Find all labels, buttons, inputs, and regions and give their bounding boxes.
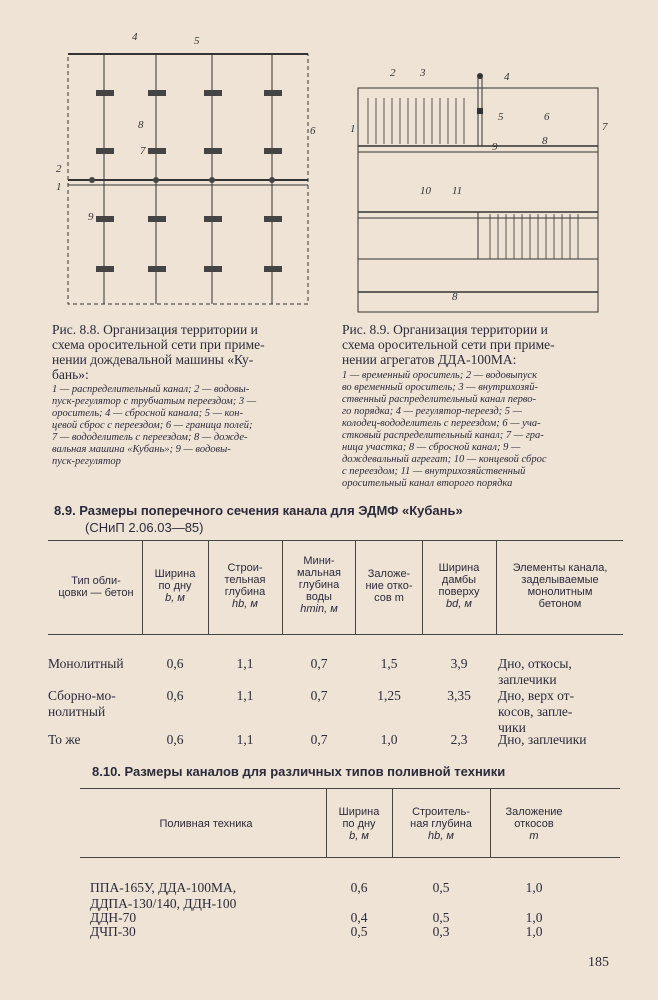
cell-line: чики (498, 720, 526, 735)
cell-type (48, 688, 116, 720)
fig89-label-9: 9 (492, 141, 498, 153)
cell-elements (498, 688, 624, 736)
fig88-legend-line: вальная машина «Кубань»; 9 — водовы- (52, 444, 231, 455)
table89-title: 8.9. Размеры поперечного сечения канала для ЭДМФ «Кубань» (54, 503, 463, 518)
fig88-caption-line: Рис. 8.8. Организация территории и (52, 322, 258, 337)
header-line: hb, м (428, 830, 454, 842)
cell-m: 1,0 (525, 924, 543, 939)
fig89-label-1: 1 (350, 123, 356, 135)
cell-tech: ДЧП-30 (90, 924, 136, 939)
table89-header-m (357, 568, 421, 604)
fig89-label-8: 8 (542, 135, 548, 147)
table89-col-divider (142, 540, 143, 634)
fig88-caption-line: бань»: (52, 367, 89, 382)
header-line: Тип обли- (71, 575, 121, 587)
table89-col-divider (282, 540, 283, 634)
header-line: заделываемые (521, 574, 599, 586)
cell-bd: 2,3 (450, 732, 468, 747)
table810-col-divider (490, 788, 491, 857)
fig89-label-8b: 8 (452, 291, 458, 303)
header-line: Мини- (303, 555, 335, 567)
fig89-label-5: 5 (498, 111, 504, 123)
fig89-label-3: 3 (420, 67, 426, 79)
cell-hb: 1,1 (236, 732, 254, 747)
header-line: цовки — бетон (58, 587, 134, 599)
fig89-legend (342, 370, 627, 490)
figure-8-8 (52, 30, 316, 315)
table89-header-hb (210, 562, 280, 610)
cell-hb: 1,1 (236, 656, 254, 671)
figure-8-9 (348, 64, 616, 319)
cell-hmin: 0,7 (310, 732, 328, 747)
cell-hmin: 0,7 (310, 656, 328, 671)
table89-top-rule (48, 540, 623, 541)
fig89-caption-line: Рис. 8.9. Организация территории и (342, 322, 548, 337)
fig89-legend-line: колодец-вододелитель с переездом; 6 — уча- (342, 418, 541, 429)
table810-header-b (328, 806, 390, 842)
cell-b: 0,5 (350, 924, 368, 939)
fig88-legend-line: 7 — вододелитель с переездом; 8 — дожде- (52, 432, 248, 443)
table810-top-rule (80, 788, 620, 789)
table89-col-divider (422, 540, 423, 634)
fig89-legend-line: стковый распределительный канал; 7 — гра- (342, 430, 544, 441)
header-line: тельная (224, 574, 266, 586)
table810-header-rule (80, 857, 620, 858)
header-line: откосов (514, 818, 554, 830)
table89-header-type (52, 575, 140, 599)
fig88-legend (52, 384, 322, 468)
fig89-legend-line: ница участка; 8 — сбросной канал; 9 — (342, 442, 521, 453)
fig89-caption-line: схема оросительной сети при приме- (342, 337, 555, 352)
cell-b: 0,6 (350, 880, 368, 895)
fig88-caption-line: нении дождевальной машины «Ку- (52, 352, 254, 367)
fig88-label-5: 5 (194, 35, 200, 47)
fig89-legend-line: ственный распределительный канал перво- (342, 394, 537, 405)
header-line: монолитным (527, 586, 593, 598)
header-line: b, м (349, 830, 369, 842)
fig89-legend-line: оросительный канал второго порядка (342, 478, 513, 489)
cell-b: 0,6 (166, 688, 184, 703)
header-line: bd, м (446, 598, 472, 610)
cell-line: заплечики (498, 672, 557, 687)
cell-line: Дно, верх от- (498, 688, 575, 703)
header-line: бетоном (538, 598, 582, 610)
figure-8-9-diagram (348, 64, 616, 319)
table89-subtitle: (СНиП 2.06.03—85) (85, 520, 204, 535)
fig88-caption (52, 322, 322, 382)
figure-8-8-diagram (52, 30, 316, 315)
header-line: дамбы (441, 574, 477, 586)
cell-m: 1,0 (525, 880, 543, 895)
header-line: Строи- (227, 562, 263, 574)
cell-line: ДДПА-130/140, ДДН-100 (90, 896, 237, 911)
fig88-label-2: 2 (56, 163, 62, 175)
fig89-label-11: 11 (452, 185, 463, 197)
cell-m: 1,25 (377, 688, 401, 703)
header-line: сов m (374, 592, 404, 604)
cell-bd: 3,35 (447, 688, 471, 703)
fig88-legend-line: пуск-регулятор с трубчатым переездом; 3 — (52, 396, 257, 407)
header-line: Ширина (438, 562, 480, 574)
table810-header-hb (394, 806, 488, 842)
header-line: Элементы канала, (512, 562, 608, 574)
cell-m: 1,5 (380, 656, 398, 671)
table89-col-divider (355, 540, 356, 634)
fig88-legend-line: пуск-регулятор (52, 456, 121, 467)
fig89-label-10: 10 (420, 185, 431, 197)
cell-line: Дно, откосы, (498, 656, 572, 671)
cell-m: 1,0 (380, 732, 398, 747)
fig89-legend-line: во временный ороситель; 3 — внутрихозяй- (342, 382, 538, 393)
table89-header-hmin (284, 555, 354, 615)
header-line: глубина (224, 586, 266, 598)
header-line: ние отко- (365, 580, 413, 592)
table810-col-divider (326, 788, 327, 857)
fig89-legend-line: го порядка; 4 — регулятор-переезд; 5 — (342, 406, 523, 417)
cell-hmin: 0,7 (310, 688, 328, 703)
cell-hb: 0,5 (432, 880, 450, 895)
table810-header-tech (90, 818, 322, 830)
fig88-legend-line: ороситель; 4 — сбросной канала; 5 — кон- (52, 408, 243, 419)
table89-col-divider (496, 540, 497, 634)
cell-b: 0,4 (350, 910, 368, 925)
header-line: ная глубина (410, 818, 472, 830)
fig89-label-2: 2 (390, 67, 396, 79)
cell-b: 0,6 (166, 732, 184, 747)
header-line: поверху (438, 586, 480, 598)
header-line: m (529, 830, 539, 842)
fig88-label-6: 6 (310, 125, 316, 137)
header-line: b, м (165, 592, 185, 604)
cell-b: 0,6 (166, 656, 184, 671)
header-line: мальная (297, 567, 341, 579)
cell-line: Сборно-мо- (48, 688, 116, 703)
fig88-legend-line: цевой сброс с переездом; 6 — граница полей; (52, 420, 253, 431)
cell-tech: ДДН-70 (90, 910, 137, 925)
fig88-label-4: 4 (132, 31, 138, 43)
cell-line: ППА-165У, ДДА-100МА, (90, 880, 237, 895)
fig88-caption-line: схема оросительной сети при приме- (52, 337, 265, 352)
cell-hb: 0,3 (432, 924, 450, 939)
fig89-legend-line: с переездом; 11 — внутрихозяйственный (342, 466, 526, 477)
table810-col-divider (392, 788, 393, 857)
fig88-legend-line: 1 — распределительный канал; 2 — водовы- (52, 384, 250, 395)
header-line: воды (306, 591, 332, 603)
cell-line: косов, запле- (498, 704, 573, 719)
fig89-label-6: 6 (544, 111, 550, 123)
fig89-caption (342, 322, 627, 367)
cell-type: Монолитный (48, 656, 124, 671)
table89-header-elements (498, 562, 622, 610)
cell-hb: 1,1 (236, 688, 254, 703)
fig89-caption-line: нении агрегатов ДДА-100МА: (342, 352, 517, 367)
fig89-legend-line: дождевальный агрегат; 10 — концевой сброс (342, 454, 547, 465)
header-line: Заложе- (367, 568, 411, 580)
table89-col-divider (208, 540, 209, 634)
header-line: hmin, м (300, 603, 338, 615)
cell-bd: 3,9 (450, 656, 468, 671)
header-line: Поливная техника (159, 818, 253, 830)
header-line: Строитель- (412, 806, 470, 818)
table89-header-b (144, 568, 206, 604)
table89-header-rule (48, 634, 623, 635)
fig88-label-8: 8 (138, 119, 144, 131)
table89-header-bd (424, 562, 494, 610)
cell-elements: Дно, заплечики (498, 732, 587, 747)
cell-type: То же (48, 732, 81, 747)
cell-line: нолитный (48, 704, 106, 719)
header-line: по дну (342, 818, 376, 830)
header-line: Ширина (154, 568, 196, 580)
table810-title: 8.10. Размеры каналов для различных типов поливной техники (92, 764, 506, 779)
fig89-label-4: 4 (504, 71, 510, 83)
header-line: глубина (298, 579, 340, 591)
cell-m: 1,0 (525, 910, 543, 925)
cell-hb: 0,5 (432, 910, 450, 925)
fig88-label-7: 7 (140, 145, 146, 157)
header-line: Ширина (338, 806, 380, 818)
fig88-label-9: 9 (88, 211, 94, 223)
cell-tech (90, 880, 326, 912)
header-line: по дну (158, 580, 192, 592)
fig88-label-1: 1 (56, 181, 62, 193)
cell-elements (498, 656, 624, 688)
header-line: hb, м (232, 598, 258, 610)
fig89-label-7: 7 (602, 121, 608, 133)
table810-header-m (492, 806, 576, 842)
header-line: Заложение (505, 806, 563, 818)
fig89-legend-line: 1 — временный ороситель; 2 — водовыпуск (342, 370, 538, 381)
page-number: 185 (588, 955, 609, 970)
